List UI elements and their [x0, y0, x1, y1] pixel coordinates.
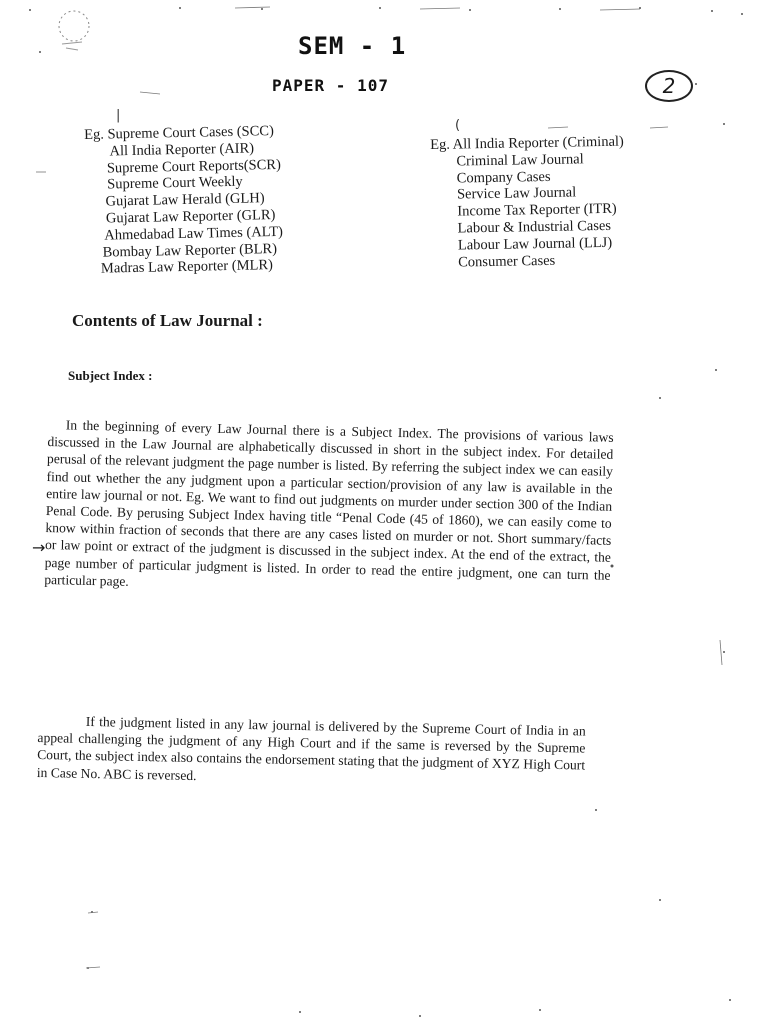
section-heading: Contents of Law Journal :	[72, 311, 263, 330]
list-item: Labour Law Journal (LLJ)	[457, 234, 613, 254]
list-item: Supreme Court Weekly	[107, 174, 243, 193]
list-item: Company Cases	[456, 168, 551, 187]
semester-label: SEM - 1	[298, 32, 407, 60]
list-item: All India Reporter (AIR)	[109, 140, 255, 160]
list-item: Consumer Cases	[458, 252, 556, 271]
list-item: Eg. Supreme Court Cases (SCC)	[84, 123, 274, 143]
list-item: Labour & Industrial Cases	[457, 217, 612, 237]
list-item: Supreme Court Reports(SCR)	[106, 156, 281, 177]
list-item: Gujarat Law Herald (GLH)	[105, 190, 265, 210]
list-item: Eg. All India Reporter (Criminal)	[430, 133, 624, 153]
paragraph-subject-index: In the beginning of every Law Journal there is a Subject Index. The provisions of various laws discussed in the Law Journal are alphabetically discussed in short in the subject index. For detailed perusal of the relevant judgment the page number is listed. By referring the subject index we can easily find out whether the any judgment upon a particular section/provision of any law is available in the entire law journal or not. Eg. We want to find out judgments on murder under section 300 of the Indian Penal Code. By perusing Subject Index having title “Penal Code (45 of 1860), we can easily come to know within fraction of seconds that there are any cases listed on murder or not. Short summary/facts or law point or extract of the judgment is discussed in the subject index. At the end of the extract, the page number of particular judgment is listed. In order to read the entire judgment, one can turn the particular page.	[44, 417, 614, 589]
reporters-list-left	[84, 123, 284, 278]
list-item: Ahmedabad Law Times (ALT)	[104, 223, 284, 244]
list-item: Criminal Law Journal	[456, 151, 584, 170]
list-item: Madras Law Reporter (MLR)	[100, 257, 274, 278]
subsection-heading: Subject Index :	[68, 368, 153, 383]
paragraph-reversal: If the judgment listed in any law journal is delivered by the Supreme Court of India in an appeal challenging the judgment of any High Court and if the same is reversed by the Supreme Court, the subject index also contains the endorsement stating that the judgment of XYZ High Court in Case No. ABC is reversed.	[36, 713, 586, 783]
reporters-list-right	[430, 134, 626, 272]
tick-mark: |	[116, 108, 121, 123]
list-item: Gujarat Law Reporter (GLR)	[105, 206, 276, 227]
list-item: Service Law Journal	[456, 184, 577, 203]
arrow-icon: →	[32, 538, 46, 557]
page-number: 2	[645, 70, 693, 102]
tick-mark: (	[455, 118, 461, 133]
list-item: Income Tax Reporter (ITR)	[457, 200, 617, 220]
paper-label: PAPER - 107	[272, 76, 389, 95]
list-item: Bombay Law Reporter (BLR)	[102, 240, 278, 261]
